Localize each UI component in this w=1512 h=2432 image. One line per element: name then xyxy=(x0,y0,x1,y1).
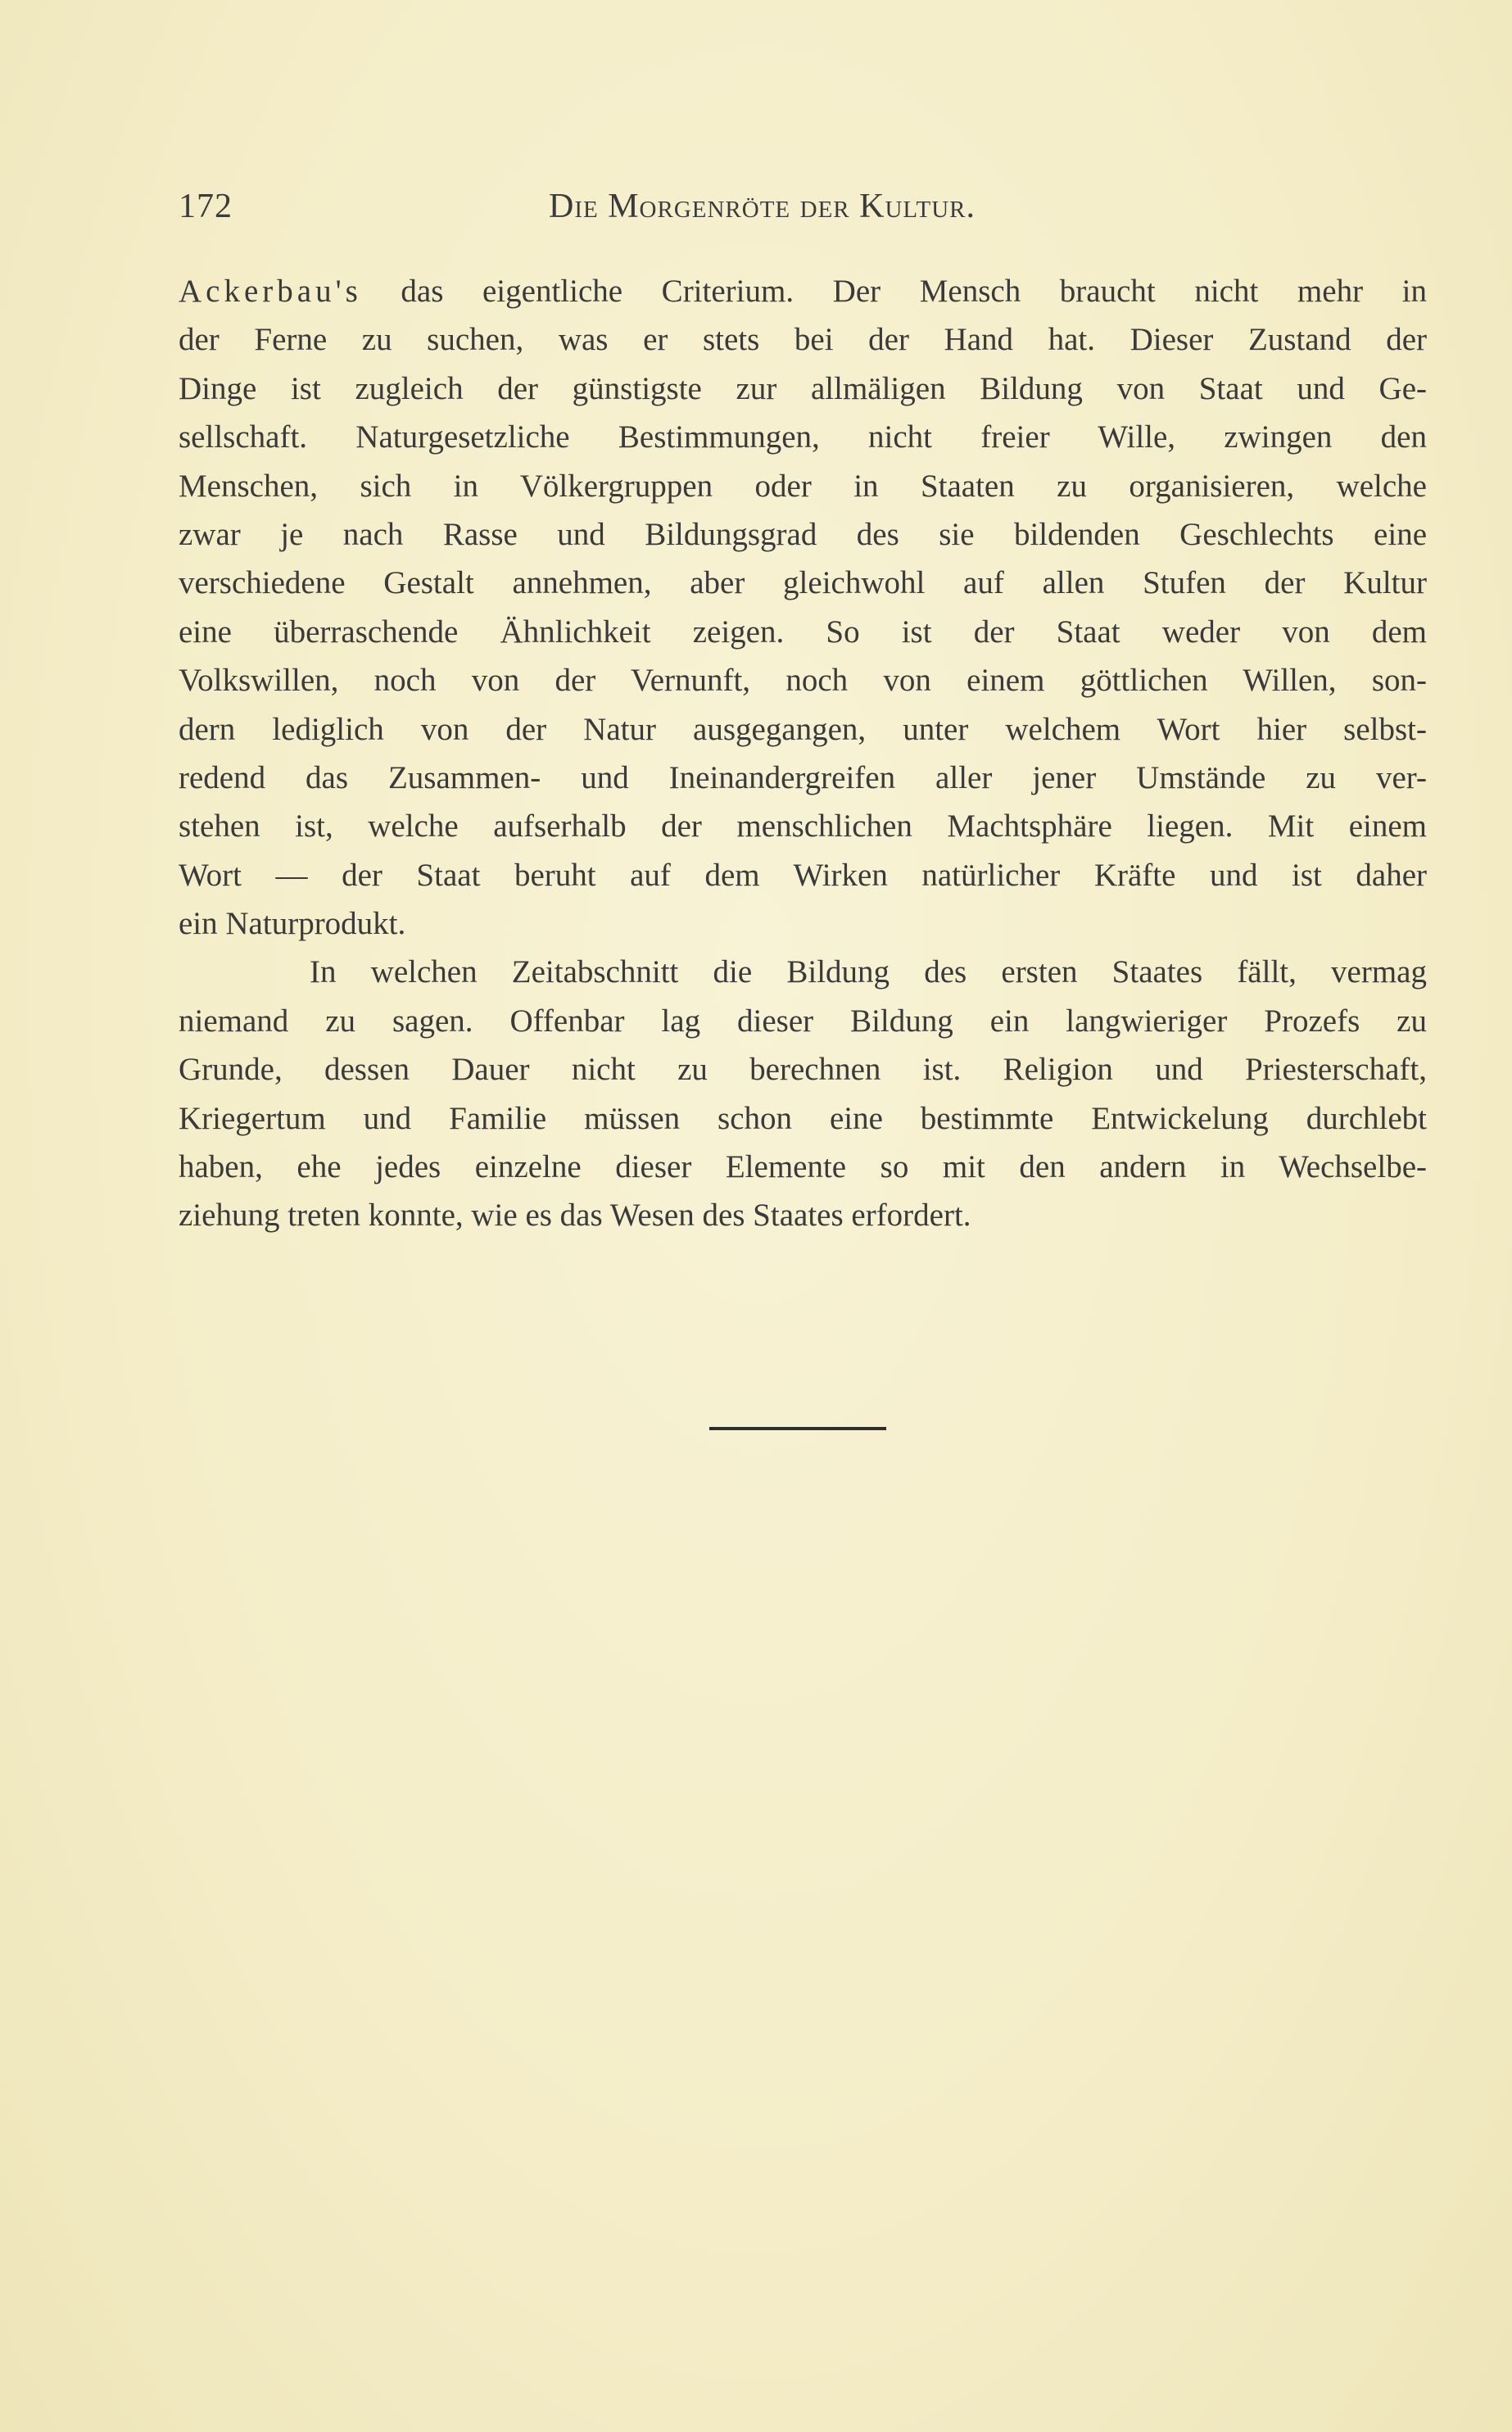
text-line: Grunde, dessen Dauer nicht zu berechnen ist. Religion und Priesterschaft, xyxy=(179,1052,1427,1088)
text-line: redend das Zusammen- und Ineinandergreifen aller jener Umstände zu ver- xyxy=(179,759,1427,795)
text-line: stehen ist, welche aufserhalb der menschlichen Machtsphäre liegen. Mit einem xyxy=(179,808,1427,845)
body-text xyxy=(179,267,1427,1240)
text-line: In welchen Zeitabschnitt die Bildung des ersten Staates fällt, vermag xyxy=(310,954,1427,990)
text-line: Ackerbau's das eigentliche Criterium. Der Mensch braucht nicht mehr in xyxy=(179,274,1427,309)
page-number: 172 xyxy=(179,188,233,225)
text-line: verschiedene Gestalt annehmen, aber gleichwohl auf allen Stufen der Kultur xyxy=(179,565,1427,601)
text-line: haben, ehe jedes einzelne dieser Elemente so mit den andern in Wechselbe- xyxy=(179,1149,1427,1185)
text-line: Menschen, sich in Völkergruppen oder in Staaten zu organisieren, welche xyxy=(179,468,1427,504)
text-line: Volkswillen, noch von der Vernunft, noch von einem göttlichen Willen, son- xyxy=(179,663,1427,699)
text-line: Kriegertum und Familie müssen schon eine bestimmte Entwickelung durchlebt xyxy=(179,1100,1427,1136)
text-line: zwar je nach Rasse und Bildungsgrad des sie bildenden Geschlechts eine xyxy=(179,516,1427,552)
running-title: Die Morgenröte der Kultur. xyxy=(549,188,976,225)
emphasized-word: Ackerbau's xyxy=(179,274,362,309)
text-line: ziehung treten konnte, wie es das Wesen des Staates erfordert. xyxy=(179,1198,971,1234)
text-line: ein Naturprodukt. xyxy=(179,906,406,942)
text-line: der Ferne zu suchen, was er stets bei der Hand hat. Dieser Zustand der xyxy=(179,322,1427,358)
text-line: dern lediglich von der Natur ausgegangen, unter welchem Wort hier selbst- xyxy=(179,711,1427,747)
page-header xyxy=(179,187,1427,236)
text-line: eine überraschende Ähnlichkeit zeigen. So ist der Staat weder von dem xyxy=(179,614,1427,650)
text-line: sellschaft. Naturgesetzliche Bestimmungen, nicht freier Wille, zwingen den xyxy=(179,419,1427,455)
text-line: niemand zu sagen. Offenbar lag dieser Bildung ein langwieriger Prozefs zu xyxy=(179,1003,1427,1039)
section-end-rule xyxy=(709,1427,886,1430)
text-line: Dinge ist zugleich der günstigste zur allmäligen Bildung von Staat und Ge- xyxy=(179,370,1427,406)
text-line: Wort — der Staat beruht auf dem Wirken natürlicher Kräfte und ist daher xyxy=(179,857,1427,893)
